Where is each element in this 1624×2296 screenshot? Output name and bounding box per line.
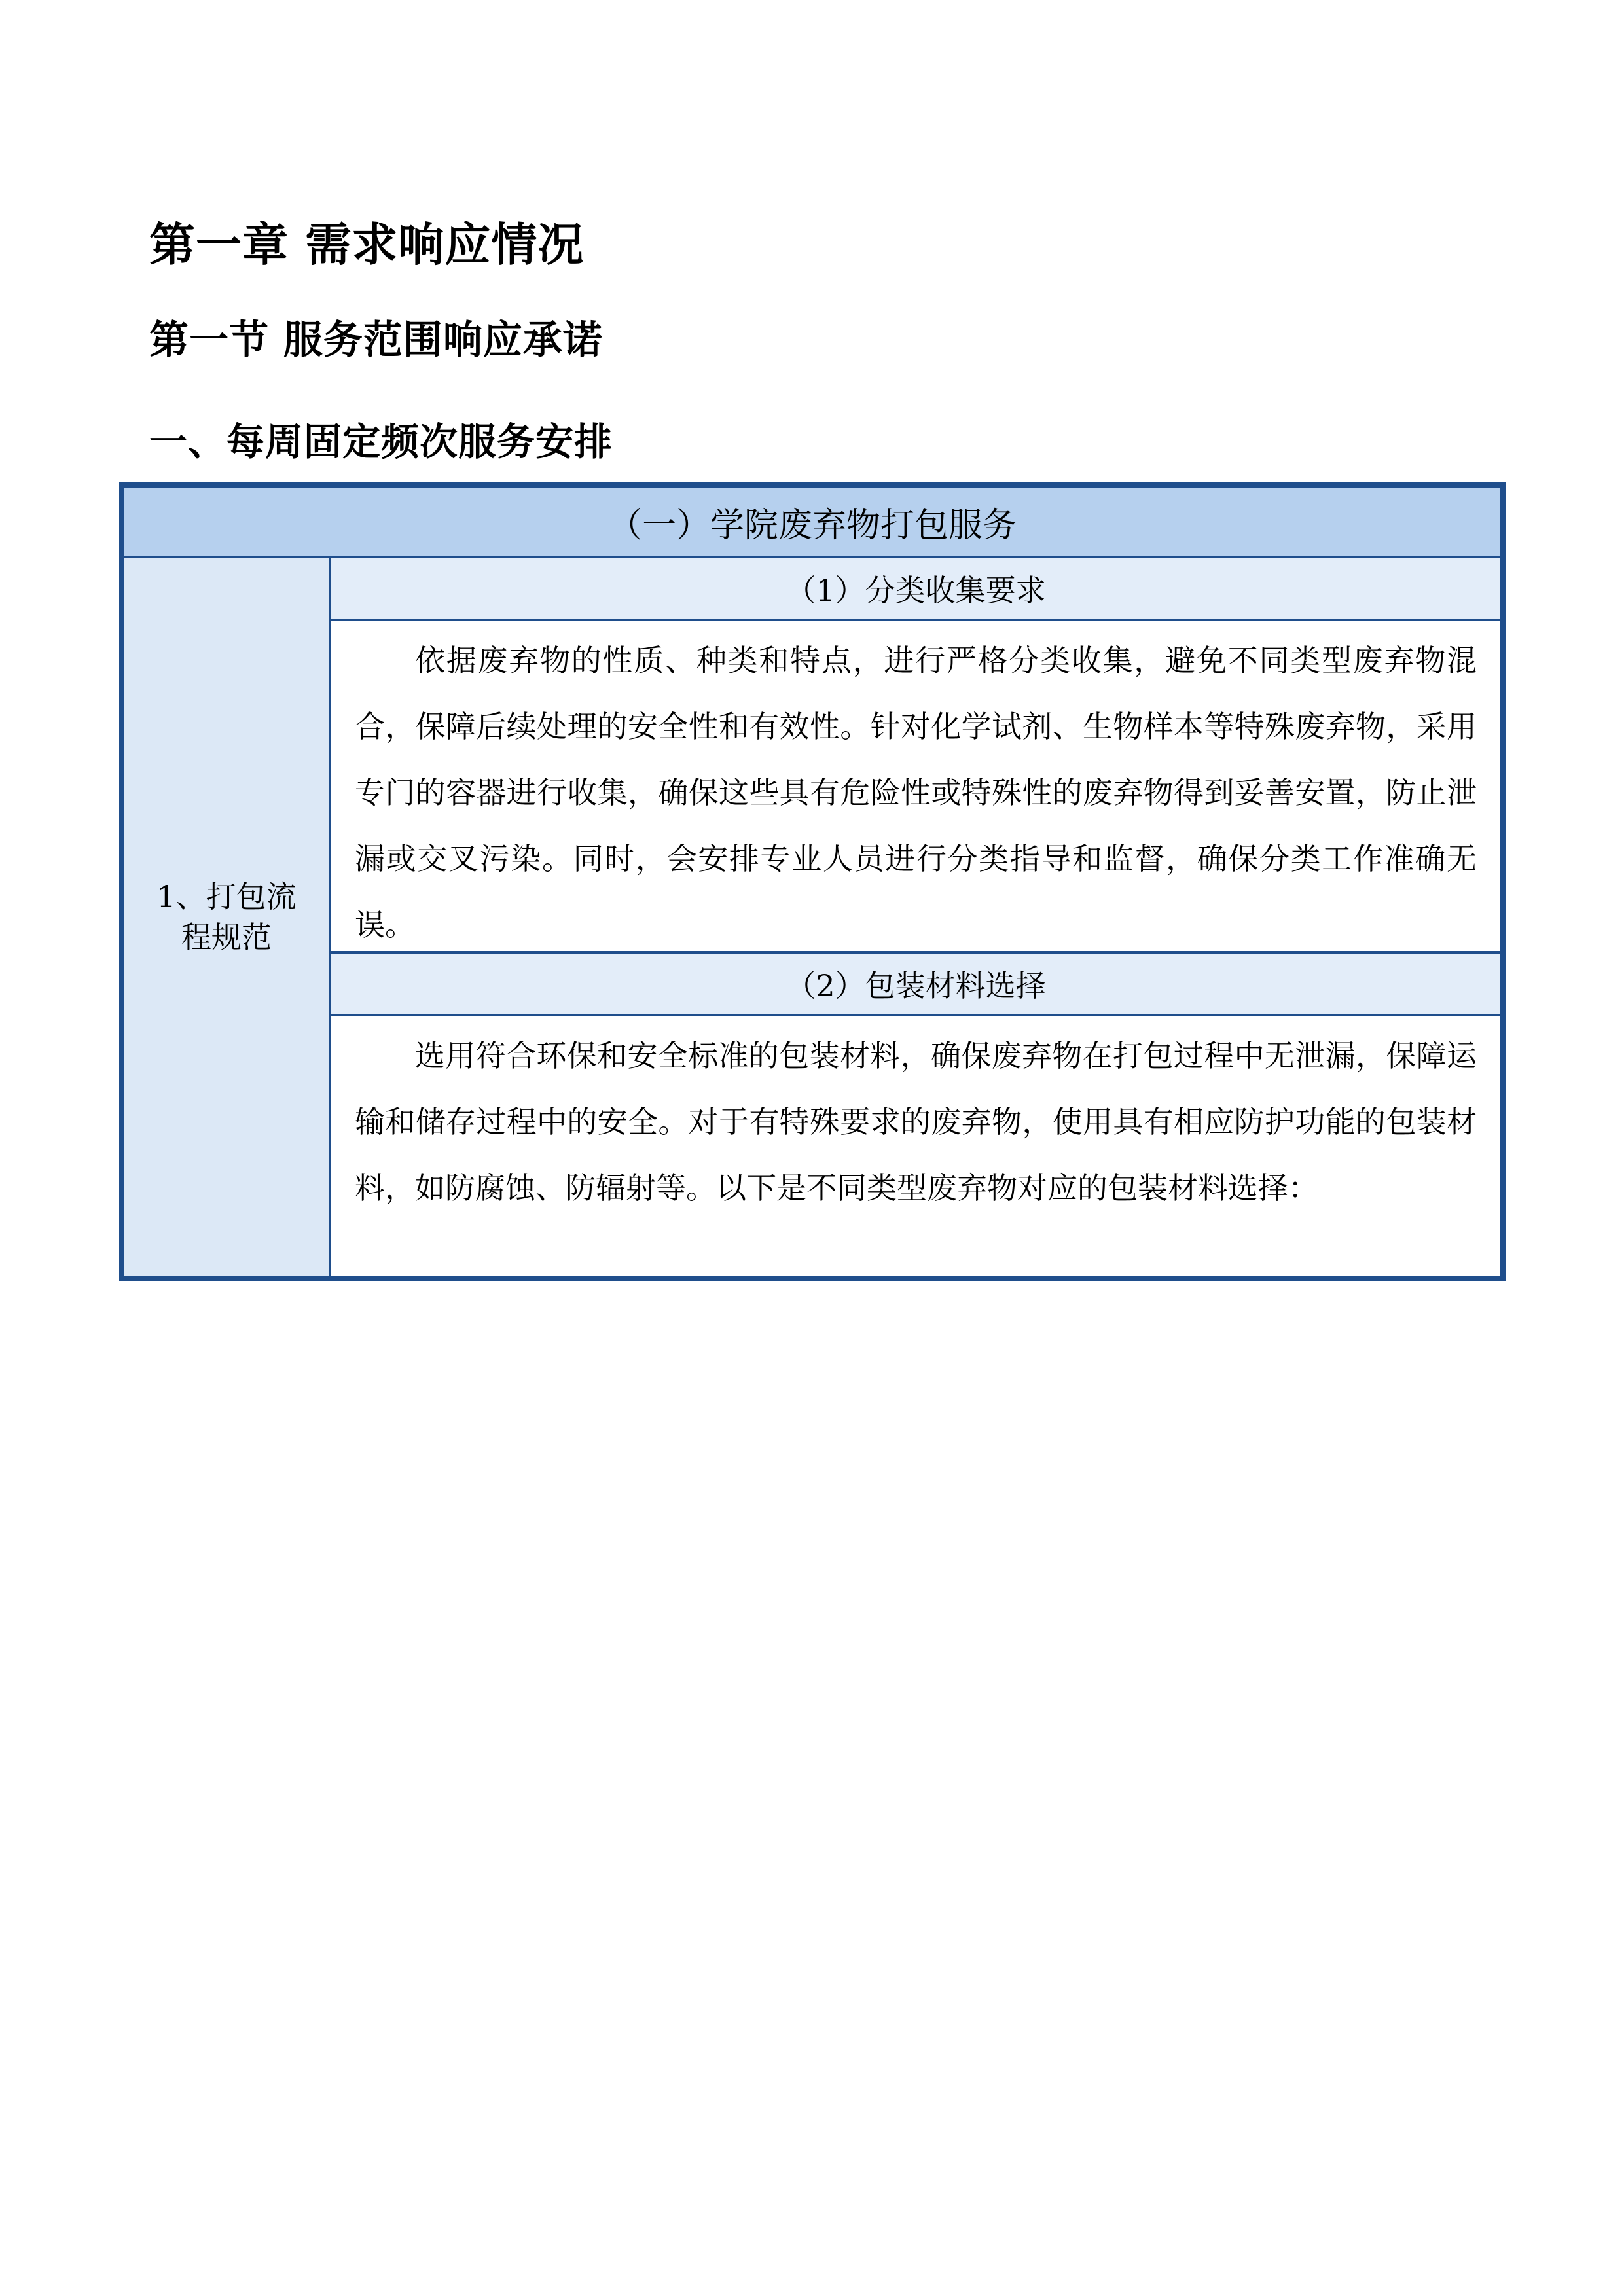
item-title-sorting: （1）分类收集要求 — [331, 558, 1500, 621]
subsection-title: 一、每周固定频次服务安排 — [149, 420, 613, 464]
process-category-label: 1、打包流程规范 — [156, 879, 297, 955]
chapter-title: 第一章 需求响应情况 — [149, 217, 585, 272]
item-body-packaging: 选用符合环保和安全标准的包装材料，确保废弃物在打包过程中无泄漏，保障运输和储存过程中的安全。对于有特殊要求的废弃物，使用具有相应防护功能的包装材料，如防腐蚀、防辐射等。以下是不同类型废弃物对应的包装材料选择： — [331, 1016, 1500, 1276]
item-body-sorting: 依据废弃物的性质、种类和特点，进行严格分类收集，避免不同类型废弃物混合，保障后续处理的安全性和有效性。针对化学试剂、生物样本等特殊废弃物，采用专门的容器进行收集，确保这些具有危险性或特殊性的废弃物得到妥善安置，防止泄漏或交叉污染。同时，会安排专业人员进行分类指导和监督，确保分类工作准确无误。 — [331, 621, 1500, 951]
table-header: （一）学院废弃物打包服务 — [124, 488, 1500, 558]
section-title: 第一节 服务范围响应承诺 — [149, 317, 603, 363]
process-category-cell — [124, 558, 331, 1276]
service-table — [119, 482, 1506, 1281]
item-title-packaging: （2）包装材料选择 — [331, 951, 1500, 1016]
